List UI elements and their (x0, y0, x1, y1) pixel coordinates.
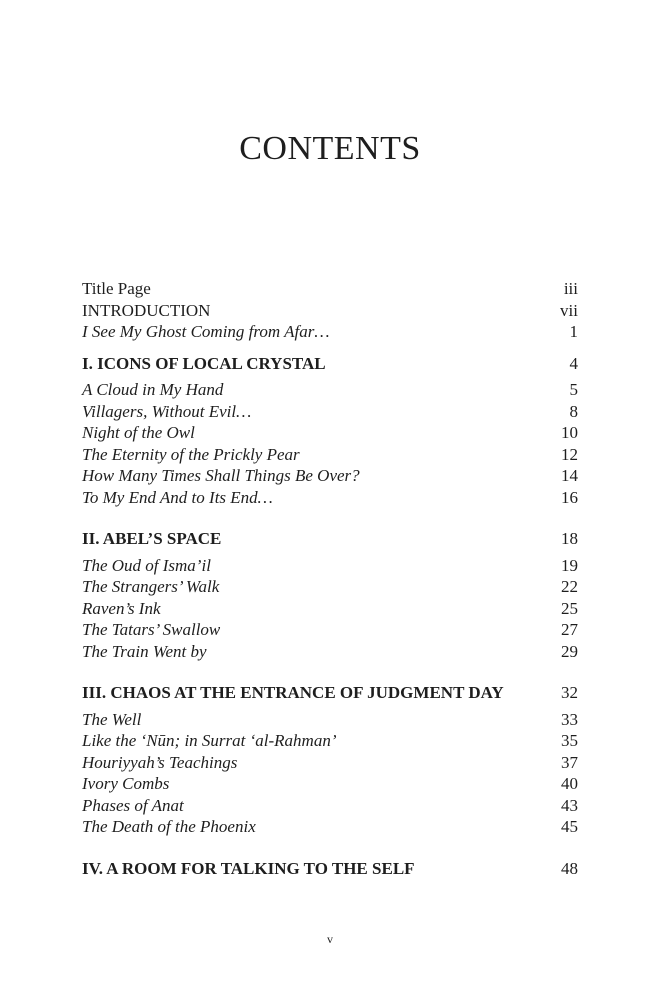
toc-section-title: I. ICONS OF LOCAL CRYSTAL (82, 353, 326, 373)
toc-entry-page: 14 (561, 466, 578, 485)
toc-entry-page: 25 (561, 598, 578, 618)
toc-section-heading (82, 528, 578, 550)
toc-entry (82, 444, 578, 466)
toc-entry-page: 22 (561, 577, 578, 596)
toc-entry (82, 555, 578, 577)
toc-entry-title: Night of the Owl (82, 423, 195, 442)
toc-entry-title: Like the ‘Nūn; in Surrat ‘al-Rahman’ (82, 731, 337, 750)
toc-section-page: 32 (561, 683, 578, 702)
toc-entry (82, 487, 578, 509)
toc-section-page: 48 (561, 858, 578, 878)
toc-section-page: 4 (569, 353, 578, 373)
toc-entry-title: Title Page (82, 279, 151, 298)
toc-entry-title: The Death of the Phoenix (82, 817, 256, 836)
toc-entry-page: 5 (569, 380, 578, 399)
toc-entry-prologue-poem (82, 321, 578, 343)
toc-entry-title: The Train Went by (82, 641, 207, 661)
page-title: CONTENTS (239, 130, 421, 167)
toc-entry-page: 10 (561, 423, 578, 442)
toc-entry-page: 16 (561, 487, 578, 507)
toc-section-page: 18 (561, 529, 578, 548)
toc-entry-title: A Cloud in My Hand (82, 380, 224, 399)
toc-entry (82, 709, 578, 731)
toc-entry-title: How Many Times Shall Things Be Over? (82, 466, 360, 485)
toc-entry-title: I See My Ghost Coming from Afar… (82, 322, 330, 341)
toc-entry-page: 8 (569, 401, 578, 421)
toc-entry (82, 816, 578, 838)
toc-section-title: III. CHAOS AT THE ENTRANCE OF JUDGMENT DAY (82, 683, 504, 702)
toc-entry-title-page (82, 278, 578, 300)
toc-entry (82, 795, 578, 817)
toc-entry-title: The Tatars’ Swallow (82, 620, 221, 639)
toc-entry-page: 33 (561, 709, 578, 729)
toc-section-title: II. ABEL’S SPACE (82, 529, 222, 548)
toc-entry-page: vii (560, 300, 578, 320)
toc-entry (82, 619, 578, 641)
toc-entry (82, 773, 578, 795)
toc-entry (82, 401, 578, 423)
toc-entry-title: Ivory Combs (82, 774, 170, 793)
toc-entry (82, 752, 578, 774)
toc-entry-title: Houriyyah’s Teachings (82, 752, 238, 772)
toc-entry (82, 730, 578, 752)
toc-entry-title: The Strangers’ Walk (82, 577, 220, 596)
toc-section-heading (82, 858, 578, 880)
page-number: v (327, 932, 333, 946)
toc-entry-page: 19 (561, 555, 578, 575)
toc-entry (82, 576, 578, 598)
toc-entry-page: 40 (561, 774, 578, 793)
toc-entry (82, 641, 578, 663)
toc-entry-title: Raven’s Ink (82, 598, 161, 618)
toc-entry (82, 422, 578, 444)
toc-entry-page: 1 (569, 322, 578, 341)
toc-entry-page: 37 (561, 752, 578, 772)
toc-entry (82, 379, 578, 401)
toc-entry-title: Phases of Anat (82, 795, 184, 815)
toc-entry-page: 12 (561, 444, 578, 464)
toc-entry-page: 29 (561, 641, 578, 661)
toc-entry-title: Villagers, Without Evil… (82, 401, 252, 421)
table-of-contents (82, 278, 578, 884)
toc-entry-page: 45 (561, 817, 578, 836)
toc-entry-introduction (82, 300, 578, 322)
toc-entry-title: To My End And to Its End… (82, 487, 273, 507)
toc-entry-page: 27 (561, 620, 578, 639)
toc-section-heading (82, 353, 578, 375)
toc-section-title: IV. A ROOM FOR TALKING TO THE SELF (82, 858, 415, 878)
toc-entry-page: 43 (561, 795, 578, 815)
toc-entry-title: The Oud of Isma’il (82, 555, 211, 575)
toc-entry-title: INTRODUCTION (82, 300, 211, 320)
toc-entry (82, 598, 578, 620)
toc-section-heading (82, 682, 578, 704)
toc-entry-page: iii (563, 279, 578, 298)
toc-entry-title: The Eternity of the Prickly Pear (82, 444, 300, 464)
toc-entry-title: The Well (82, 709, 142, 729)
toc-entry (82, 465, 578, 487)
toc-entry-page: 35 (561, 731, 578, 750)
